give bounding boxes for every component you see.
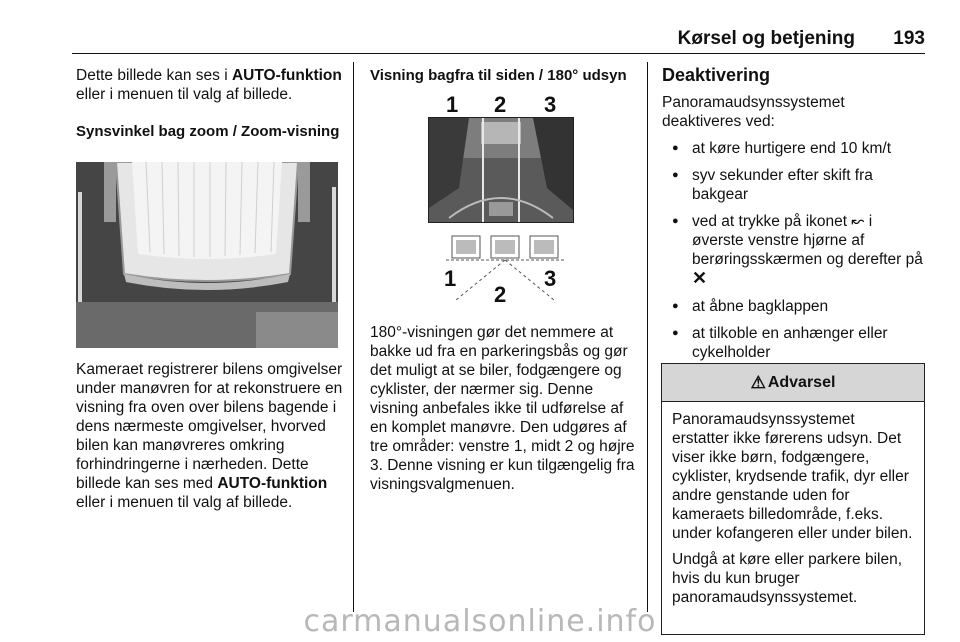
- list-item: ● at køre hurtigere end 10 km/t: [662, 139, 927, 158]
- column-3: [662, 66, 927, 389]
- header-title: Kørsel og betjening: [677, 28, 855, 49]
- fig-label-3: 3: [544, 92, 557, 117]
- close-x-icon: ✕: [692, 268, 708, 288]
- figure-labels-bottom: [440, 266, 580, 306]
- subheading-180-view: Visning bagfra til siden / 180° udsyn: [370, 67, 627, 84]
- column-1-body: [76, 360, 344, 512]
- warning-title: Advarsel: [767, 373, 836, 391]
- fig-label-bottom-2: 2: [494, 282, 507, 307]
- body-paragraph-zoom: Kameraet registrerer bilens omgivelser under manøvren for at rekonstruere en visning fra oven over bilens bagende i dens nærmeste omgivelser, hvorved bilen kan manøvreres omkring forhindringerne i nærheden. Dette billede kan ses med AUTO-funktion eller i menuen til valg af billede.: [76, 361, 343, 511]
- rear-camera-180-image: [428, 117, 574, 223]
- warning-paragraph-2: Undgå at køre eller parkere bilen, hvis du kun bruger panoramaudsynssystemet.: [672, 551, 903, 606]
- list-item: ● at åbne bagklappen: [662, 297, 927, 316]
- column-divider-1: [353, 62, 354, 612]
- list-item: ● ved at trykke på ikonet ↜ i øverste venstre hjørne af berøringsskærmen og derefter på ✕: [662, 212, 927, 289]
- warning-paragraph-1: Panoramaudsynssystemet erstatter ikke førerens udsyn. Det viser ikke børn, fodgængere, cyklister, krydsende trafik, dyr eller andre genstande uden for kameraets billedområde, f.eks. under kofangeren eller under bilen.: [672, 411, 913, 542]
- page-number: 193: [893, 28, 925, 49]
- list-item: ● syv sekunder efter skift fra bakgear: [662, 166, 927, 204]
- deactivation-intro: Panoramaudsynssystemet deaktiveres ved:: [662, 94, 845, 130]
- fig-label-bottom-3: 3: [544, 266, 557, 291]
- fig-label-1: 1: [446, 92, 459, 117]
- warning-header: [662, 364, 924, 402]
- body-paragraph-180: 180°-visningen gør det nemmere at bakke ud fra en parkeringsbås og gør det muligt at se biler, fodgængere og cyklister, der nærmer sig. Denne visning anbefales ikke til udførelse af en komplet manøvre. Den udgøres af tre områder: venstre 1, midt 2 og højre 3. Denne visning er kun tilgængelig fra visningsvalgmenuen.: [370, 324, 635, 493]
- back-arrow-icon: ↜: [851, 213, 865, 230]
- intro-paragraph: Dette billede kan ses i AUTO-funktion eller i menuen til valg af billede.: [76, 67, 342, 103]
- deactivation-list: [662, 139, 927, 362]
- header-rule: [72, 53, 925, 54]
- column-1: [76, 66, 344, 141]
- figure-labels-top: [430, 92, 580, 118]
- list-item: ● at tilkoble en anhænger eller cykelholder: [662, 324, 927, 362]
- fig-label-2: 2: [494, 92, 507, 117]
- section-title-deactivation: Deaktivering: [662, 65, 771, 85]
- watermark: carmanualsonline.info: [303, 604, 657, 639]
- column-2-body: [370, 323, 638, 494]
- top-view-camera-image: [76, 162, 338, 348]
- subheading-zoom-view: Synsvinkel bag zoom / Zoom-visning: [76, 123, 340, 140]
- fig-label-bottom-1: 1: [444, 266, 457, 291]
- column-divider-2: [647, 62, 648, 612]
- page-header: [0, 0, 960, 52]
- column-2: [370, 66, 638, 85]
- warning-body: [662, 402, 924, 607]
- warning-triangle-icon: ⚠: [750, 372, 766, 392]
- warning-box: [661, 363, 925, 635]
